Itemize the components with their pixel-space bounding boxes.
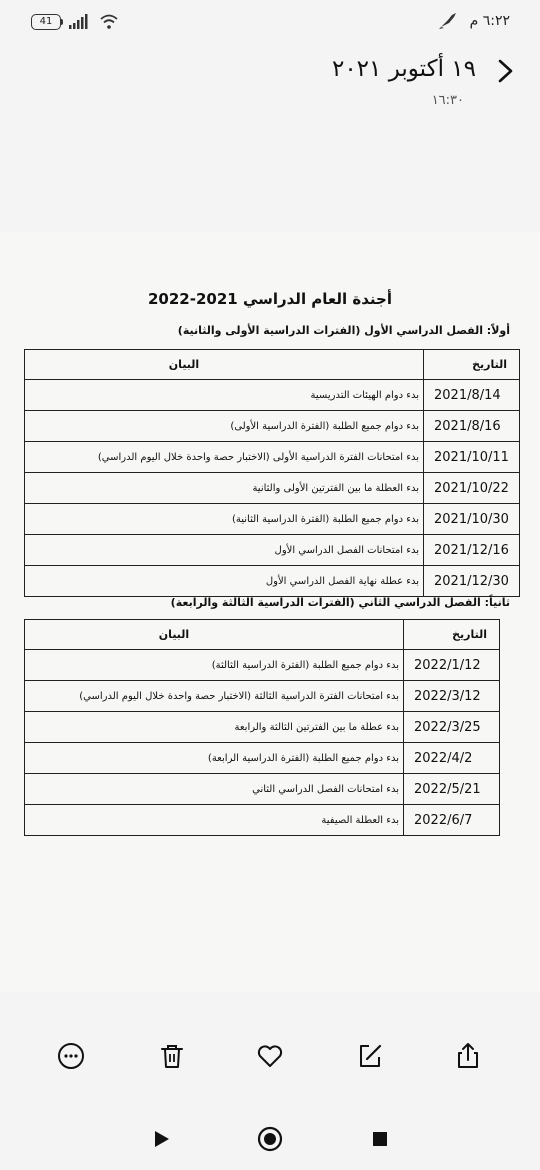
home-circle-icon[interactable] (256, 1125, 284, 1153)
row-date: 2022/5/21 (404, 774, 500, 805)
row-date: 2021/8/14 (424, 380, 520, 411)
delete-icon[interactable] (157, 1041, 187, 1071)
row-description: بدء امتحانات الفصل الدراسي الأول (25, 535, 424, 566)
row-description: بدء دوام جميع الطلبة (الفترة الدراسية الأولى) (25, 411, 424, 442)
column-header-description: البيان (25, 350, 424, 380)
share-icon[interactable] (453, 1041, 483, 1071)
column-header-date: التاريخ (404, 620, 500, 650)
table-row (25, 380, 520, 411)
table-row (25, 743, 500, 774)
section-1-table (24, 349, 520, 597)
row-description: بدء عطلة ما بين الفترتين الثالثة والرابعة (25, 712, 404, 743)
favorite-icon[interactable] (255, 1041, 285, 1071)
table-header-row (25, 620, 500, 650)
document-title: أجندة العام الدراسي 2021-2022 (147, 290, 392, 308)
table-row (25, 473, 520, 504)
more-icon[interactable] (56, 1041, 86, 1071)
table-row (25, 805, 500, 836)
section-2-heading: ثانياً: الفصل الدراسي الثاني (الفترات الدراسية الثالثة والرابعة) (170, 596, 510, 609)
rocket-icon (438, 12, 458, 30)
row-description: بدء امتحانات الفصل الدراسي الثاني (25, 774, 404, 805)
header (0, 44, 540, 124)
table-header-row (25, 350, 520, 380)
table-row (25, 566, 520, 597)
row-description: بدء دوام جميع الطلبة (الفترة الدراسية الثالثة) (25, 650, 404, 681)
battery-icon (31, 14, 61, 30)
row-date: 2022/6/7 (404, 805, 500, 836)
row-date: 2021/10/30 (424, 504, 520, 535)
column-header-date: التاريخ (424, 350, 520, 380)
section-2-table (24, 619, 500, 836)
chevron-back-icon[interactable] (494, 58, 516, 84)
back-triangle-icon[interactable] (148, 1125, 176, 1153)
status-time: ٦:٢٢ م (469, 13, 510, 29)
row-date: 2022/4/2 (404, 743, 500, 774)
row-description: بدء العطلة الصيفية (25, 805, 404, 836)
table-row (25, 411, 520, 442)
row-date: 2021/8/16 (424, 411, 520, 442)
table-row (25, 650, 500, 681)
wifi-icon (100, 14, 118, 30)
row-date: 2021/10/22 (424, 473, 520, 504)
recents-square-icon[interactable] (366, 1125, 394, 1153)
table-row (25, 712, 500, 743)
document-image[interactable] (0, 232, 540, 992)
page-subtitle: ١٦:٣٠ (431, 93, 464, 108)
row-date: 2021/12/30 (424, 566, 520, 597)
page-title: ١٩ أكتوبر ٢٠٢١ (331, 56, 476, 82)
row-description: بدء دوام الهيئات التدريسية (25, 380, 424, 411)
column-header-description: البيان (25, 620, 404, 650)
edit-icon[interactable] (355, 1041, 385, 1071)
row-date: 2022/3/12 (404, 681, 500, 712)
battery-level: 41 (39, 16, 53, 27)
row-description: بدء العطلة ما بين الفترتين الأولى والثانية (25, 473, 424, 504)
row-date: 2021/12/16 (424, 535, 520, 566)
row-date: 2022/3/25 (404, 712, 500, 743)
table-row (25, 504, 520, 535)
table-row (25, 774, 500, 805)
table-row (25, 535, 520, 566)
bottom-toolbar (0, 1025, 540, 1085)
signal-icon (67, 14, 97, 30)
table-row (25, 442, 520, 473)
status-bar (0, 0, 540, 44)
system-navigation-bar (0, 1110, 540, 1170)
row-description: بدء عطلة نهاية الفصل الدراسي الأول (25, 566, 424, 597)
row-description: بدء دوام جميع الطلبة (الفترة الدراسية الرابعة) (25, 743, 404, 774)
row-description: بدء دوام جميع الطلبة (الفترة الدراسية الثانية) (25, 504, 424, 535)
row-date: 2022/1/12 (404, 650, 500, 681)
row-date: 2021/10/11 (424, 442, 520, 473)
row-description: بدء امتحانات الفترة الدراسية الأولى (الاختبار حصة واحدة خلال اليوم الدراسي) (25, 442, 424, 473)
table-row (25, 681, 500, 712)
section-1-heading: أولاً: الفصل الدراسي الأول (الفترات الدراسية الأولى والثانية) (177, 324, 510, 337)
row-description: بدء امتحانات الفترة الدراسية الثالثة (الاختبار حصة واحدة خلال اليوم الدراسي) (25, 681, 404, 712)
